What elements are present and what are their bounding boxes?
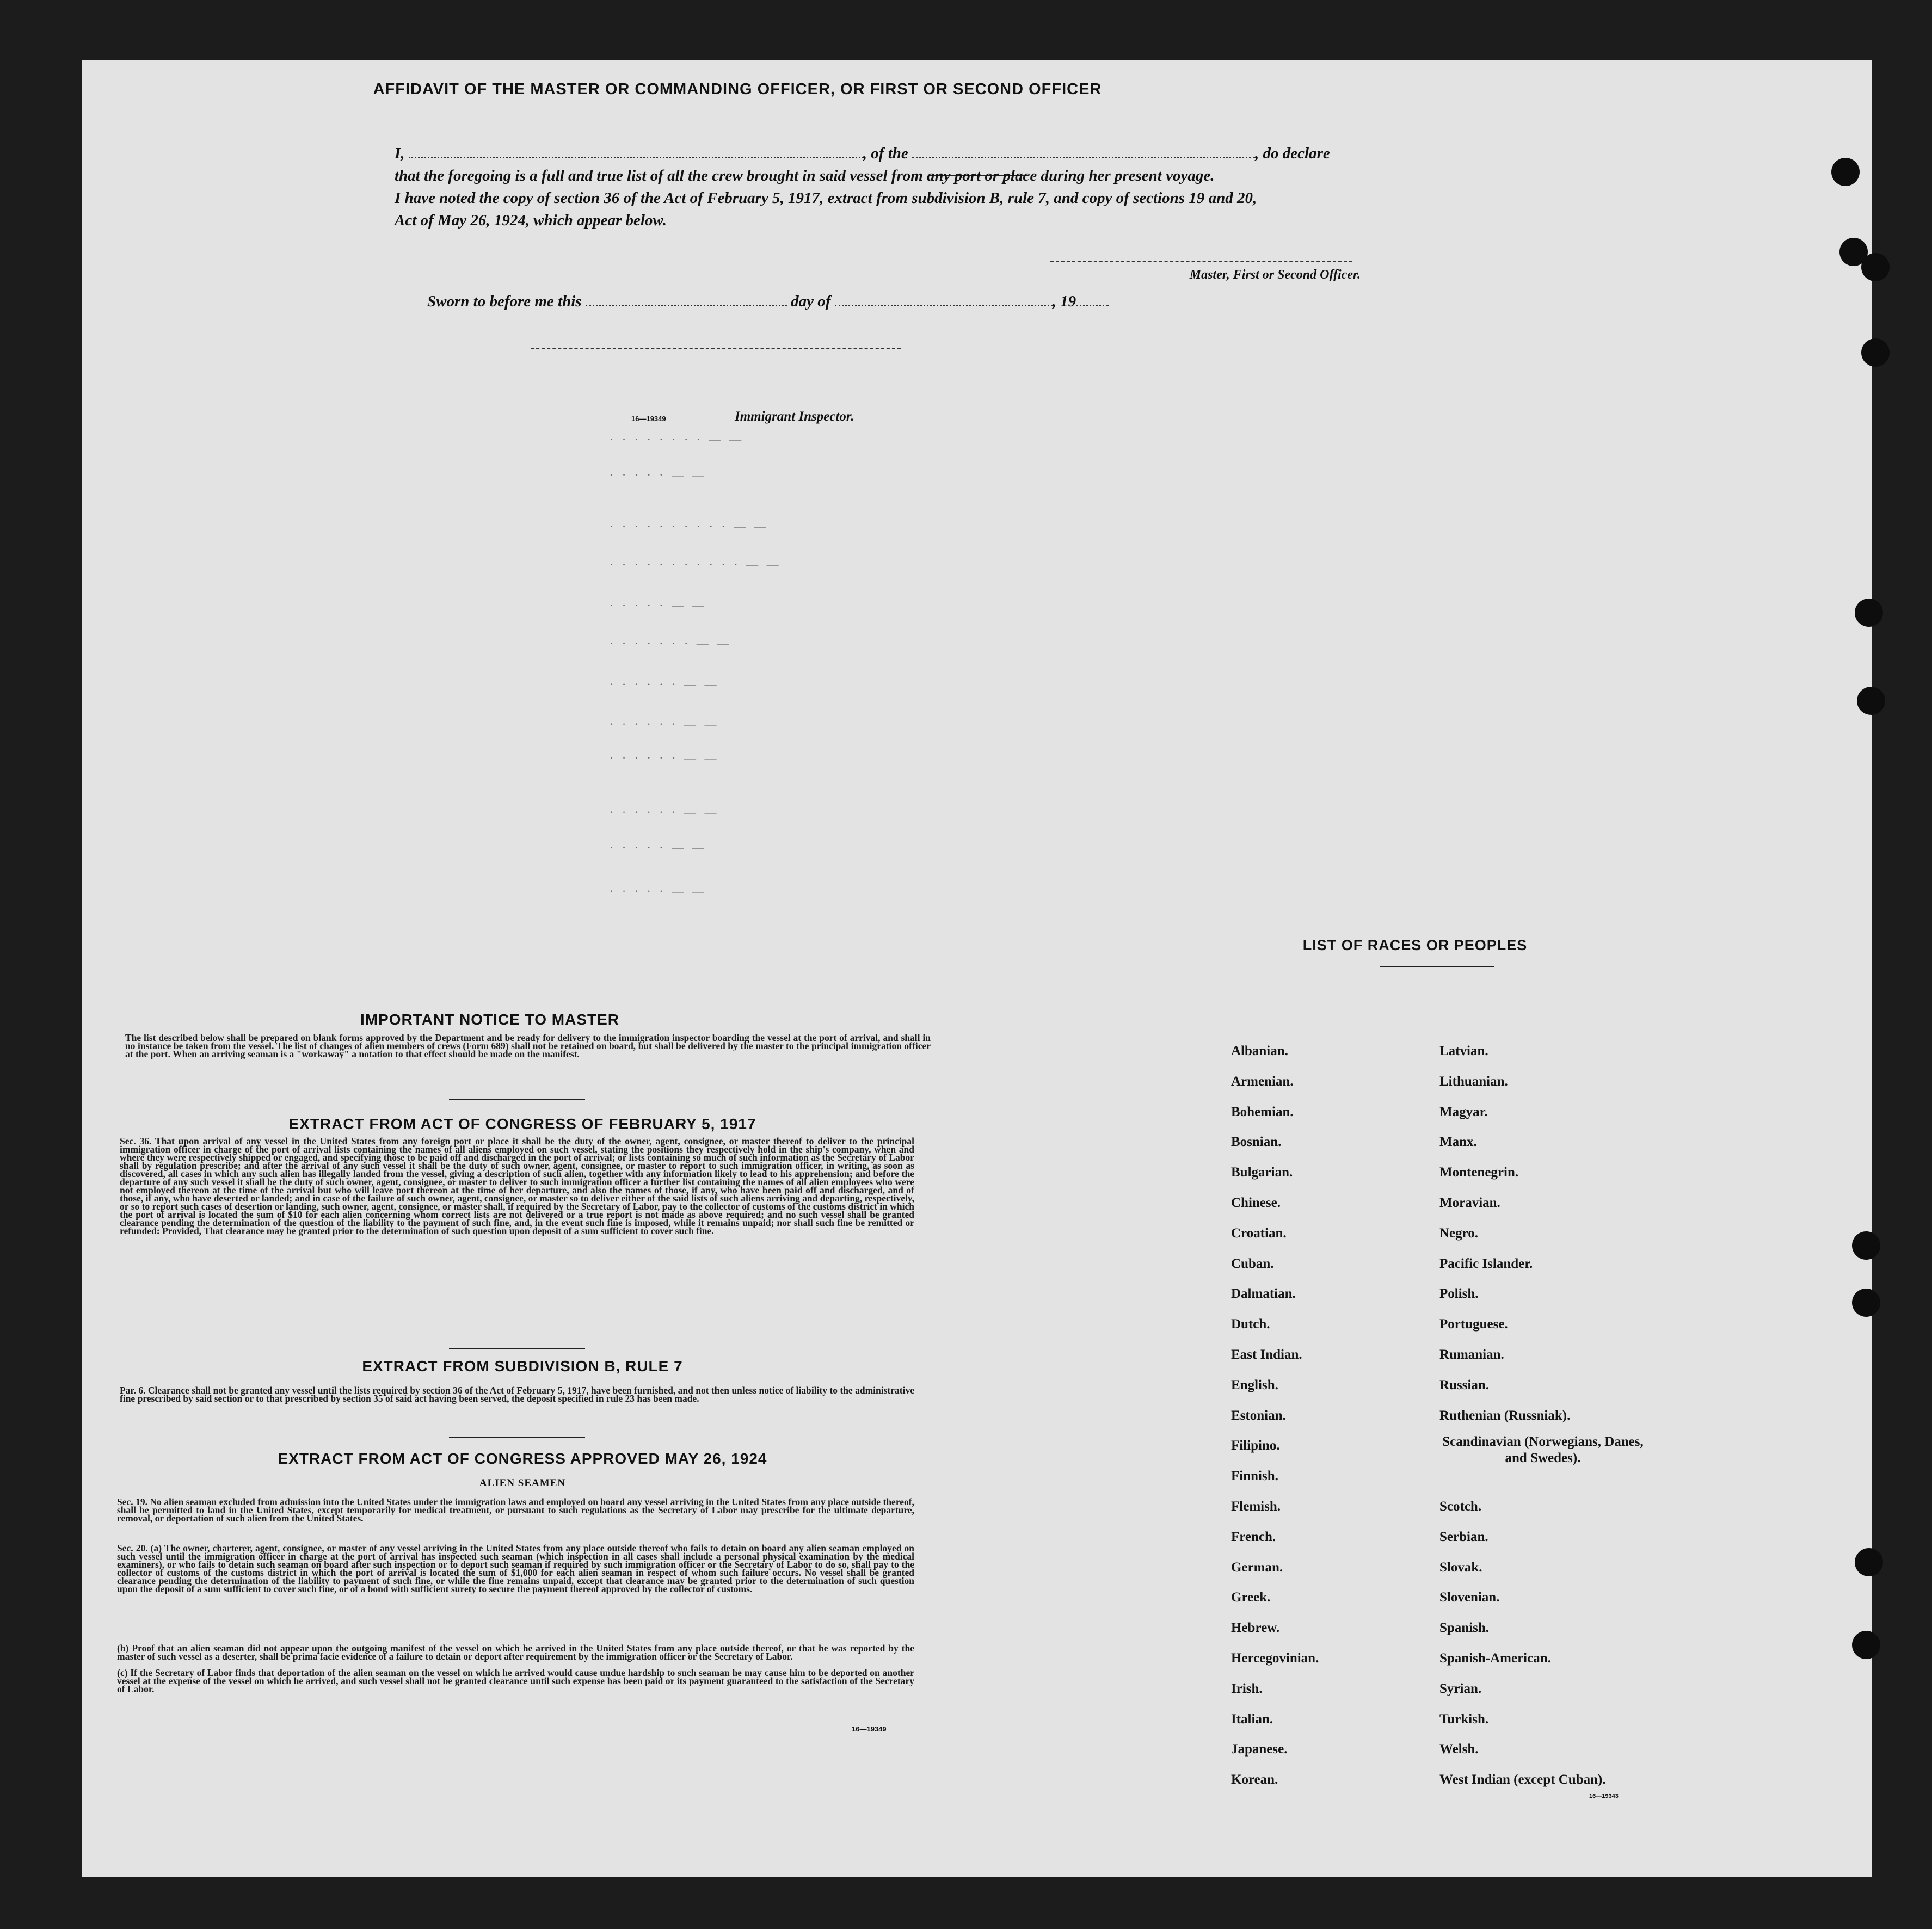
declaration-line-2: that the foregoing is a full and true list of all the crew brought in said vessel from any port or place during her present voyage. [395, 167, 1215, 184]
master-signature-label: Master, First or Second Officer. [1189, 268, 1361, 282]
divider [1380, 966, 1494, 967]
race-item: Manx. [1439, 1135, 1477, 1150]
race-item: Pacific Islander. [1439, 1256, 1533, 1271]
declaration-text [395, 143, 1380, 232]
master-signature-line[interactable] [1050, 261, 1352, 262]
bleed-through-mark: · · · · · · · · — — [610, 433, 745, 446]
notice-title: IMPORTANT NOTICE TO MASTER [360, 1011, 620, 1028]
bleed-through-mark: · · · · · — — [610, 841, 707, 854]
bleed-through-mark: · · · · · · — — [610, 717, 719, 731]
race-item: Slovenian. [1439, 1590, 1500, 1605]
race-item: Cuban. [1231, 1256, 1274, 1271]
race-item: Bulgarian. [1231, 1165, 1293, 1180]
sworn-text: Sworn to before me this [427, 293, 582, 310]
extract-1924-sec20c: (c) If the Secretary of Labor finds that deportation of the alien seaman on the vessel on which he arrived would cause undue hardship to such seaman he may cause him to be deported on another vessel at the expense of the vessel on which he arrived, and such vessel shall not be granted clearance until such expense has been paid or its payment guaranteed to the satisfaction of the Secretary of Labor. [117, 1667, 914, 1694]
race-item: French. [1231, 1529, 1276, 1544]
race-item: Turkish. [1439, 1711, 1489, 1727]
race-item: Welsh. [1439, 1742, 1479, 1757]
sworn-month-field[interactable] [835, 295, 1053, 306]
race-item: Hebrew. [1231, 1620, 1280, 1636]
race-item: Croatian. [1231, 1225, 1287, 1241]
race-item: Chinese. [1231, 1195, 1281, 1210]
document-page [82, 60, 1872, 1877]
race-item: Scotch. [1439, 1499, 1482, 1514]
inspector-signature-line[interactable] [531, 348, 901, 349]
declaration-line-4: Act of May 26, 1924, which appear below. [395, 212, 667, 229]
extract-1924-sec20b: (b) Proof that an alien seaman did not appear upon the outgoing manifest of the vessel on which he arrived in the United States from any place outside thereof, or that he was reported by the master of such vessel as a deserter, shall be prima facie evidence of a failure to detain or deport after requirement by the immigration officer or the Secretary of Labor. [117, 1643, 914, 1662]
declaration-line-3: I have noted the copy of section 36 of the Act of February 5, 1917, extract from subdivision B, rule 7, and copy of sections 19 and 20, [395, 189, 1257, 207]
race-item: Spanish-American. [1439, 1651, 1551, 1666]
sworn-line [427, 293, 1109, 311]
vessel-field[interactable] [912, 147, 1255, 158]
race-item: Flemish. [1231, 1499, 1281, 1514]
race-item: Rumanian. [1439, 1347, 1504, 1362]
race-item: Albanian. [1231, 1044, 1288, 1058]
punch-hole [1852, 1631, 1880, 1659]
race-item: Montenegrin. [1439, 1165, 1519, 1180]
bleed-through-mark: · · · · · · — — [610, 805, 719, 819]
declaration-i: I, [395, 145, 405, 162]
race-item: Magyar. [1439, 1104, 1488, 1119]
bleed-through-mark: · · · · · — — [610, 599, 707, 612]
race-item: Dalmatian. [1231, 1286, 1296, 1302]
sworn-year-prefix: , 19 [1052, 293, 1076, 310]
race-item: Serbian. [1439, 1529, 1488, 1544]
punch-hole [1857, 687, 1885, 715]
punch-hole [1855, 1548, 1883, 1576]
race-item: Hercegovinian. [1231, 1651, 1319, 1666]
race-item: East Indian. [1231, 1347, 1302, 1362]
race-item: Korean. [1231, 1772, 1278, 1788]
sworn-day-of: day of [791, 293, 831, 310]
race-item: Bosnian. [1231, 1135, 1282, 1150]
race-item: Bohemian. [1231, 1104, 1294, 1119]
extract-rule7-text: Par. 6. Clearance shall not be granted any vessel until the lists required by section 36 of the Act of February 5, 1917, have been furnished, and not then unless notice of liability to the administrative fine prescribed by said section or to that prescribed by section 35 of said act having been served, the deposit specified in rule 23 has been made. [120, 1385, 914, 1404]
punch-hole [1861, 338, 1890, 367]
extract-1917-title: EXTRACT FROM ACT OF CONGRESS OF FEBRUARY 5, 1917 [288, 1116, 756, 1132]
race-item: Latvian. [1439, 1044, 1488, 1058]
race-item: Portuguese. [1439, 1317, 1508, 1332]
punch-hole [1852, 1289, 1880, 1317]
race-item: Irish. [1231, 1681, 1263, 1696]
bleed-through-mark: · · · · · · — — [610, 677, 719, 691]
race-item: Dutch. [1231, 1317, 1270, 1332]
race-item: Slovak. [1439, 1560, 1482, 1575]
race-item: Negro. [1439, 1225, 1479, 1241]
inspector-label: Immigrant Inspector. [735, 409, 854, 424]
bleed-through-mark: · · · · · · · · · · · — — [610, 558, 782, 571]
race-item: Moravian. [1439, 1195, 1500, 1210]
race-item: West Indian (except Cuban). [1439, 1772, 1606, 1788]
punch-hole [1855, 599, 1883, 627]
race-item: Filipino. [1231, 1438, 1280, 1453]
sworn-day-field[interactable] [586, 295, 787, 306]
extract-1924-sec19: Sec. 19. No alien seaman excluded from admission into the United States under the immigration laws and employed on board any vessel arriving in the United States from any place outside thereof, shall be permitted to land in the United States, except temporarily for medical treatment, or pursuant to such regulations as the Secretary of Labor may prescribe for the ultimate departure, removal, or deportation of such alien from the United States. [117, 1496, 914, 1524]
race-item: Greek. [1231, 1590, 1271, 1605]
race-item: German. [1231, 1560, 1283, 1575]
punch-hole [1831, 158, 1860, 186]
race-item: Polish. [1439, 1286, 1479, 1302]
notice-text: The list described below shall be prepared on blank forms approved by the Department and be ready for delivery to the immigration inspector boarding the vessel at the port of arrival, and shall in no instance be taken from the vessel. The list of changes of alien members of crews (Form 689) shall not be retained on board, but shall be delivered by the master to the principal immigration officer at the port. When an arriving seaman is a "workaway" a notation to that effect should be made on the manifest. [125, 1032, 931, 1059]
extract-1924-sec20a: Sec. 20. (a) The owner, charterer, agent, consignee, or master of any vessel arriving in the United States from any place outside thereof who fails to detain on board any alien seaman employed on such vessel until the immigration officer in charge at the port of arrival has inspected such seaman (which inspection in all cases shall include a personal physical examination by the medical examiners), or who fails to detain such seaman on board after such inspection or to deport such seaman if required by such immigration officer or the Secretary of Labor to do so, shall pay to the collector of customs of the customs district in which the port of arrival is located the sum of $1,000 for each alien seaman in respect of whom such failure occurs. No vessel shall be granted clearance pending the determination of the liability to payment of such fine, or while the fine remains unpaid, except that clearance may be granted prior to the determination of such question upon the deposit of a sum sufficient to cover such fine, or of a bond with sufficient surety to secure the payment thereof approved by the collector of customs. [117, 1543, 914, 1594]
bleed-through-mark: · · · · · · · · · · — — [610, 520, 769, 533]
extract-1917-text: Sec. 36. That upon arrival of any vessel in the United States from any foreign port or place it shall be the duty of the owner, agent, consignee, or master thereof to deliver to the principal immigration officer in charge of the port of arrival lists containing the names of all aliens employed on such vessel, stating the positions they respectively hold in the ship's company, when and where they were respectively shipped or engaged, and specifying those to be paid off and discharged in the port of arrival; or lists containing so much of such information as the Secretary of Labor shall by regulation prescribe; and after the arrival of any such vessel it shall be the duty of such owner, agent, consignee, or master to report to such immigration officer, in writing, as soon as discovered, all cases in which any such alien has illegally landed from the vessel, giving a description of such alien, together with any information likely to lead to his apprehension; and before the departure of any such vessel it shall be the duty of such owner, agent, consignee, or master to deliver to such immigration officer a further list containing the names of all alien employees who were not employed thereon at the time of the arrival but who will leave port thereon at the time of her departure, and also the names of those, if any, who have been paid off and discharged, and of those, if any, who have deserted or landed; and in case of the failure of such owner, agent, consignee, or master so to deliver either of the said lists of such aliens arriving and departing, respectively, or so to report such cases of desertion or landing, such owner, agent, consignee, or master shall, if required by the Secretary of Labor, pay to the collector of customs of the customs district in which the port of arrival is located the sum of $10 for each alien concerning whom correct lists are not delivered or a true report is not made as above required; and no such vessel shall be granted clearance pending the determination of the question of the liability to the payment of such fine, and, in the event such fine is imposed, while it remains unpaid; nor shall such fine be remitted or refunded: Provided, That clearance may be granted prior to the determination of such question upon deposit of a sum sufficient to cover such fine. [120, 1136, 914, 1236]
races-title: LIST OF RACES OR PEOPLES [1302, 937, 1528, 953]
race-item: English. [1231, 1377, 1278, 1392]
sworn-year-field[interactable] [1076, 295, 1109, 306]
declaration-do-declare: , do declare [1255, 145, 1330, 162]
name-field[interactable] [409, 147, 863, 158]
divider [449, 1099, 585, 1100]
punch-hole [1852, 1231, 1880, 1260]
race-item: Syrian. [1439, 1681, 1482, 1696]
extract-1924-title: EXTRACT FROM ACT OF CONGRESS APPROVED MAY 26, 1924 [278, 1450, 767, 1467]
race-item: Armenian. [1231, 1074, 1294, 1089]
punch-hole [1861, 253, 1890, 281]
race-item: Finnish. [1231, 1469, 1278, 1484]
race-item: Scandinavian (Norwegians, Danes, and Swedes). [1442, 1434, 1644, 1466]
divider [449, 1437, 585, 1438]
race-item: Spanish. [1439, 1620, 1490, 1636]
race-item: Ruthenian (Russniak). [1439, 1408, 1571, 1423]
affidavit-title: AFFIDAVIT OF THE MASTER OR COMMANDING OFFICER, OR FIRST OR SECOND OFFICER [373, 81, 1102, 98]
bleed-through-mark: · · · · · · — — [610, 751, 719, 765]
bleed-through-mark: · · · · · · · — — [610, 637, 732, 650]
race-item: Italian. [1231, 1711, 1273, 1727]
race-item: Russian. [1439, 1377, 1490, 1392]
form-code: 16—19349 [852, 1725, 887, 1733]
race-item: Lithuanian. [1439, 1074, 1508, 1089]
alien-seamen-subtitle: ALIEN SEAMEN [479, 1477, 566, 1489]
race-item: Estonian. [1231, 1408, 1286, 1423]
declaration-of-the: , of the [863, 145, 908, 162]
bleed-through-mark: · · · · · — — [610, 884, 707, 898]
race-item: Japanese. [1231, 1742, 1288, 1757]
form-code: 16—19343 [1589, 1793, 1619, 1799]
divider [449, 1348, 585, 1349]
form-code: 16—19349 [631, 415, 666, 423]
extract-rule7-title: EXTRACT FROM SUBDIVISION B, RULE 7 [362, 1358, 683, 1375]
bleed-through-mark: · · · · · — — [610, 468, 707, 482]
